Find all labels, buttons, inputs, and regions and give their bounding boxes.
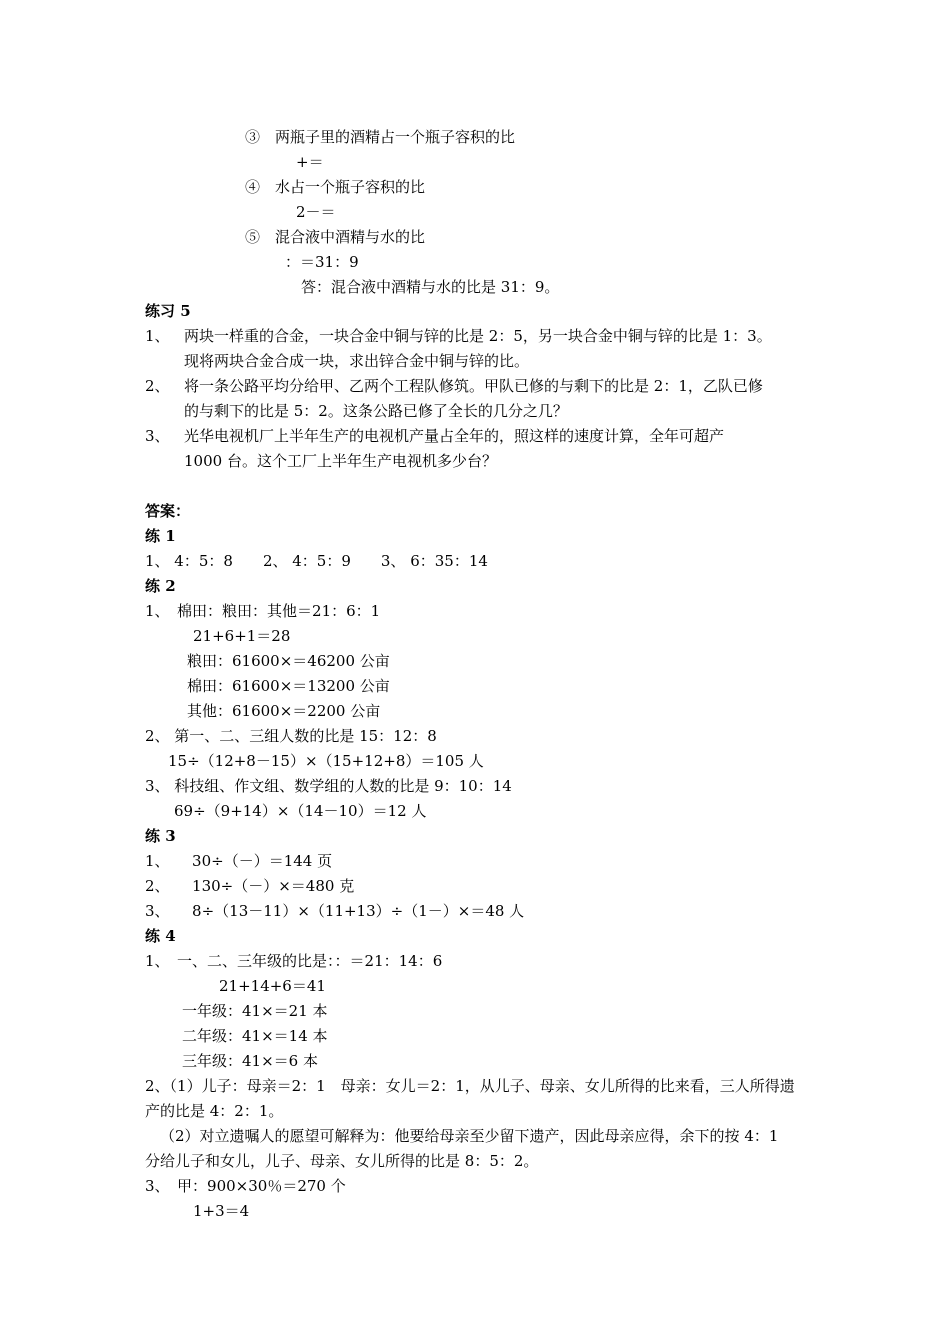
- ex5-item3-line2: 1000 台。这个工厂上半年生产电视机多少台？: [184, 452, 497, 470]
- step4-title: ④ 水占一个瓶子容积的比: [245, 178, 426, 196]
- answer-p4-l5: 三年级：41×＝6 本: [182, 1052, 318, 1070]
- answer-p2-l8: 3、 科技组、作文组、数学组的人数的比是 9：10：14: [145, 777, 512, 795]
- answer-p4-l3: 一年级：41×＝21 本: [182, 1002, 328, 1020]
- answer-p2-l5: 其他：61600×＝2200 公亩: [187, 702, 381, 720]
- ex5-item2-line1: 将一条公路平均分给甲、乙两个工程队修筑。甲队已修的与剩下的比是 2：1，乙队已修: [184, 377, 763, 395]
- answer-p4-l2: 21+14+6＝41: [219, 977, 326, 995]
- answer-p1-heading: 练 1: [145, 527, 176, 545]
- ex5-item2-num: 2、: [145, 377, 170, 395]
- answer-p1-line: 1、 4：5：8 2、 4：5：9 3、 6：35：14: [145, 552, 488, 570]
- answer-p2-l7: 15÷（12+8－15）×（15+12+8）＝105 人: [168, 752, 484, 770]
- ex5-item1-line1: 两块一样重的合金，一块合金中铜与锌的比是 2：5，另一块合金中铜与锌的比是 1：3。: [184, 327, 772, 345]
- answer-p2-l4: 棉田：61600×＝13200 公亩: [187, 677, 390, 695]
- answer-p2-heading: 练 2: [145, 577, 176, 595]
- ex5-item1-line2: 现将两块合金合成一块，求出锌合金中铜与锌的比。: [184, 352, 530, 370]
- answer-p4-l6: 2、（1）儿子：母亲＝2：1 母亲：女儿＝2：1，从儿子、母亲、女儿所得的比来看，三人所得遗: [145, 1077, 795, 1095]
- step5-formula: ：＝31：9: [285, 253, 359, 271]
- answer-p2-l2: 21+6+1＝28: [193, 627, 291, 645]
- answer-p2-l1: 1、 棉田：粮田：其他＝21：6：1: [145, 602, 381, 620]
- answer-p4-l1: 1、 一、二、三年级的比是：：＝21：14：6: [145, 952, 443, 970]
- answer-p4-l4: 二年级：41×＝14 本: [182, 1027, 328, 1045]
- answer-p4-l9: 分给儿子和女儿，儿子、母亲、女儿所得的比是 8：5：2。: [145, 1152, 539, 1170]
- step5-title: ⑤ 混合液中酒精与水的比: [245, 228, 426, 246]
- step3-formula: +＝: [296, 153, 324, 171]
- step3-title: ③ 两瓶子里的酒精占一个瓶子容积的比: [245, 128, 516, 146]
- answer-p2-l9: 69÷（9+14）×（14－10）＝12 人: [174, 802, 427, 820]
- answers-heading: 答案：: [145, 502, 191, 520]
- answer-p2-l3: 粮田：61600×＝46200 公亩: [187, 652, 390, 670]
- answer-p3-l1: 1、 30÷（－）＝144 页: [145, 852, 333, 870]
- answer-p4-l11: 1+3＝4: [193, 1202, 250, 1220]
- step4-formula: 2－＝: [296, 203, 336, 221]
- exercise5-heading: 练习 5: [145, 302, 191, 320]
- answer-p3-l3: 3、 8÷（13－11）×（11+13）÷（1－）×＝48 人: [145, 902, 525, 920]
- answer-p4-l10: 3、 甲：900×30％＝270 个: [145, 1177, 346, 1195]
- ex5-item2-line2: 的与剩下的比是 5：2。这条公路已修了全长的几分之几？: [184, 402, 568, 420]
- answer-p4-l7: 产的比是 4：2：1。: [145, 1102, 284, 1120]
- answer-p4-l8: （2）对立遗嘱人的愿望可解释为：他要给母亲至少留下遗产，因此母亲应得，余下的按 4：1: [160, 1127, 779, 1145]
- ex5-item3-line1: 光华电视机厂上半年生产的电视机产量占全年的，照这样的速度计算，全年可超产: [184, 427, 725, 445]
- ex5-item3-num: 3、: [145, 427, 170, 445]
- answer-p2-l6: 2、 第一、二、三组人数的比是 15：12：8: [145, 727, 437, 745]
- step5-answer: 答：混合液中酒精与水的比是 31：9。: [301, 278, 560, 296]
- answer-p3-heading: 练 3: [145, 827, 176, 845]
- answer-p4-heading: 练 4: [145, 927, 176, 945]
- ex5-item1-num: 1、: [145, 327, 170, 345]
- answer-p3-l2: 2、 130÷（－）×＝480 克: [145, 877, 355, 895]
